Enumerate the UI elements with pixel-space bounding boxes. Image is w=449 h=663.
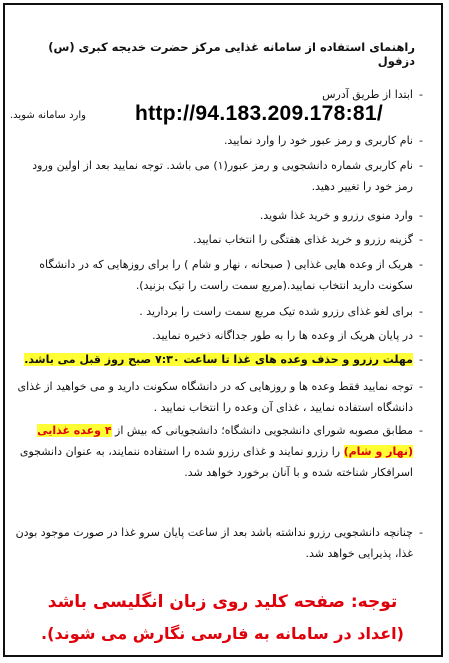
list-item-meals: - هریک از وعده هایی غذایی ( صبحانه ، نهار و شام ) را برای روزهایی که در دانشگاه سکونت دارید انتخاب نمایید.(مربع سمت راست را تیک بزنید). [14,254,413,296]
system-url-link[interactable]: http://94.183.209.178:81/ [135,102,383,125]
list-item-login: - نام کاربری و رمز عبور خود را وارد نمایید. [14,130,413,151]
list-item-credentials: - نام کاربری شماره دانشجویی و رمز عبور(۱) می باشد. توجه نمایید بعد از اولین ورود رمز خود را تغییر دهید. [14,155,413,197]
list-item-deadline [14,349,413,370]
rule-text-start: مطابق مصوبه شورای دانشجویی دانشگاه؛ دانشجویانی که بیش از [115,424,413,437]
rule-text-end: را رزرو نمایند و غذای رزرو شده را استفاده ننمایند، به عنوان دانشجوی اسرافکار شناخته شده و با آنان برخورد خواهد شد. [19,445,413,479]
list-item-save: - در پایان هریک از وعده ها را به طور جداگانه ذخیره نمایید. [14,325,413,346]
keyboard-warning: توجه: صفحه کلید روی زبان انگلیسی باشد [47,592,398,612]
list-item-weekly: - گزینه رزرو و خرید غذای هفتگی را انتخاب نمایید. [14,229,413,250]
list-item-rule [14,420,413,483]
list-item-late-serve: - چنانچه دانشجویی رزرو نداشته باشد بعد از ساعت پایان سرو غذا در صورت موجود بودن غذا، پذیرایی خواهد شد. [14,522,413,564]
list-item-address: - ابتدا از طریق آدرس [14,84,413,105]
deadline-highlight: مهلت رزرو و حذف وعده های غذا تا ساعت ۷:۳۰ صبح روز قبل می باشد. [24,353,413,366]
list-item-menu: - وارد منوی رزرو و خرید غذا شوید. [14,205,413,226]
rule-highlight: ۴ وعده غذایی (نهار و شام) [37,424,413,458]
list-item-note: - توجه نمایید فقط وعده ها و روزهایی که در دانشگاه سکونت دارید و می خواهید از غذای دانشگاه استفاده نمایید ، غذای آن وعده را انتخاب نمایید . [14,376,413,418]
url-enter-text: وارد سامانه شوید. [10,110,86,121]
digits-warning: (اعداد در سامانه به فارسی نگارش می شوند). [41,624,404,643]
page-title: راهنمای استفاده از سامانه غذایی مرکز حضرت خدیجه کبری (س) دزفول [48,40,415,68]
list-item-cancel: - برای لغو غذای رزرو شده تیک مربع سمت راست را بردارید . [14,301,413,322]
